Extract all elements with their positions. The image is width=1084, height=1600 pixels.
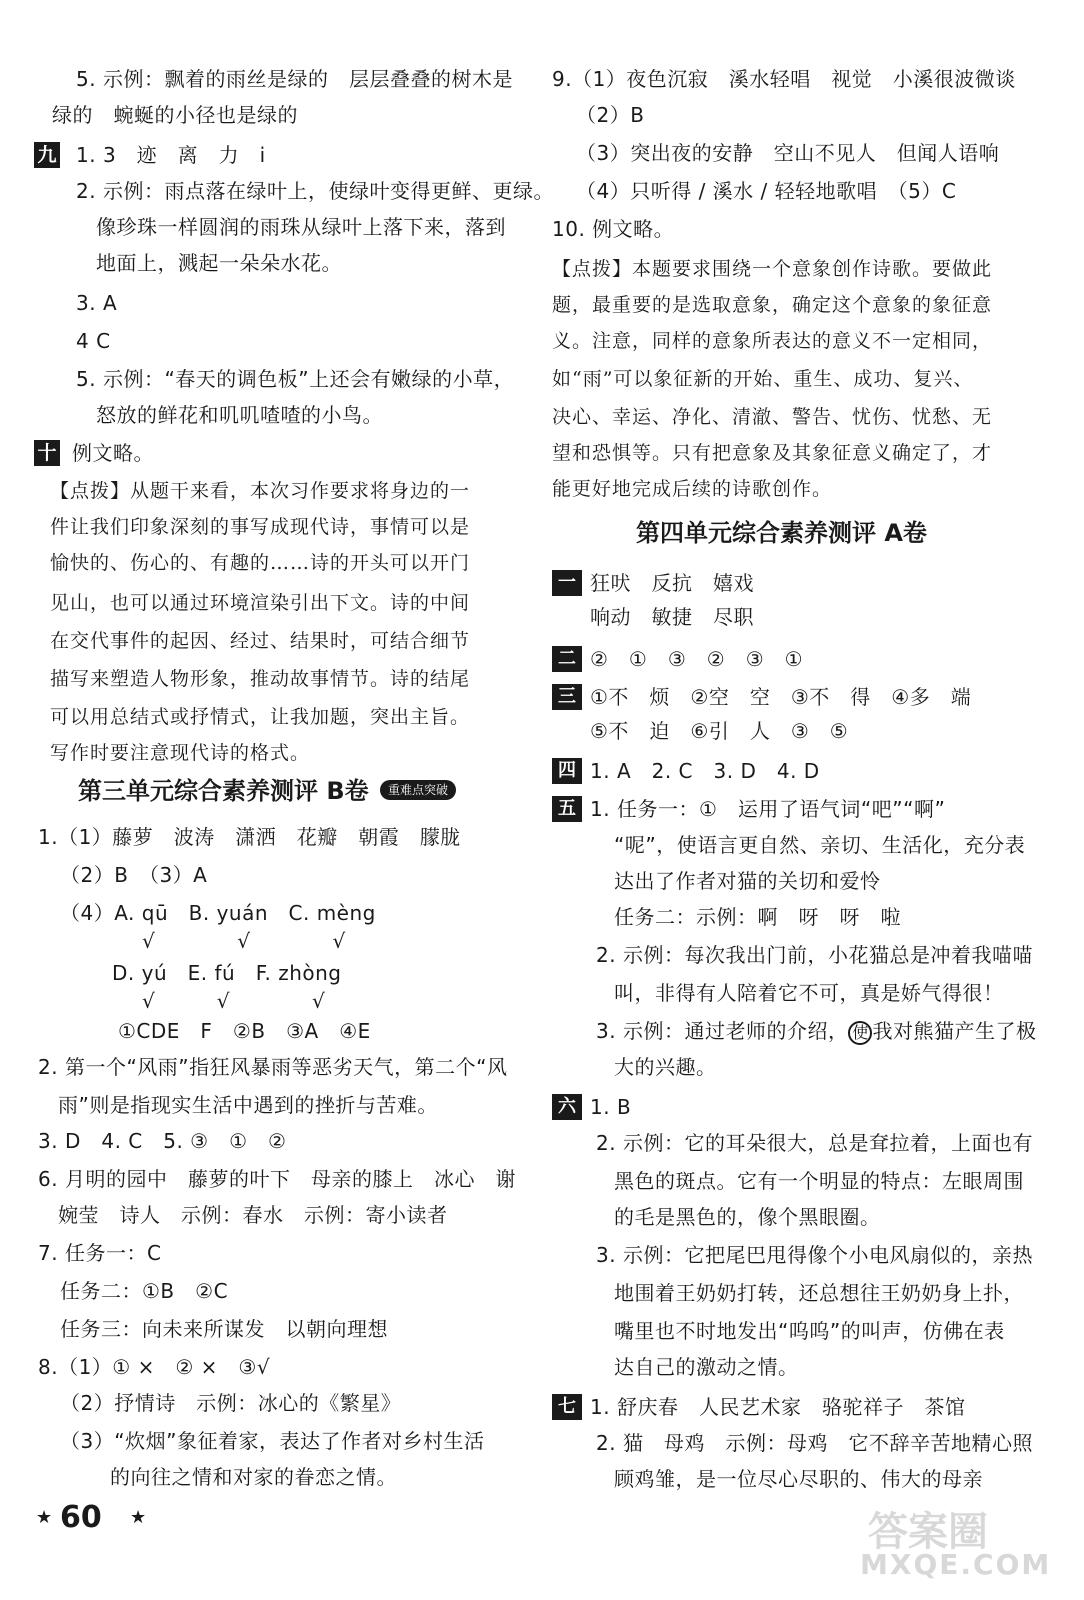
text-line: （4）A. qū B. yuán C. mèng — [60, 901, 376, 925]
text-line: 2. 示例：雨点落在绿叶上，使绿叶变得更鲜、更绿。 — [76, 179, 554, 203]
text-line: （3）“炊烟”象征着家，表达了作者对乡村生活 — [60, 1429, 485, 1453]
text-line: 3. A — [76, 291, 118, 315]
text-line: 雨”则是指现实生活中遇到的挫折与苦难。 — [58, 1093, 438, 1117]
hint-line: 描写来塑造人物形象，推动故事情节。诗的结尾 — [50, 668, 471, 690]
check-row: √ √ √ — [142, 989, 326, 1013]
text-line: 任务二：示例：啊 呀 呀 啦 — [614, 905, 901, 929]
text-line: 的毛是黑色的，像个黑眼圈。 — [614, 1205, 881, 1229]
text-line: 2. 示例：它的耳朵很大，总是耷拉着，上面也有 — [596, 1131, 1033, 1155]
section-badge-6: 六 — [552, 1094, 582, 1120]
text-line: 6. 月明的园中 藤萝的叶下 母亲的膝上 冰心 谢 — [38, 1167, 516, 1191]
text-line: 响动 敏捷 尽职 — [590, 605, 754, 629]
text-line: ①不 烦 ②空 空 ③不 得 ④多 端 — [590, 685, 972, 709]
text-line: 10. 例文略。 — [552, 217, 675, 241]
section-badge-1: 一 — [552, 570, 582, 596]
text-line: 绿的 蜿蜒的小径也是绿的 — [52, 103, 298, 127]
text-line: 1. 3 迹 离 力 i — [76, 143, 266, 167]
star-icon: ★ — [36, 1507, 53, 1528]
text-line: 达出了作者对猫的关切和爱怜 — [614, 869, 881, 893]
text-line: 的向往之情和对家的眷恋之情。 — [110, 1465, 397, 1489]
text-line: 黑色的斑点。它有一个明显的特点：左眼周围 — [614, 1169, 1024, 1193]
text-line: “呢”，使语言更自然、亲切、生活化，充分表 — [614, 833, 1026, 857]
text-line: 像珍珠一样圆润的雨珠从绿叶上落下来，落到 — [96, 215, 506, 239]
text-line: 2. 猫 母鸡 示例：母鸡 它不辞辛苦地精心照 — [596, 1431, 1033, 1455]
hint-line: 愉快的、伤心的、有趣的……诗的开头可以开门 — [50, 552, 471, 574]
page-number: 60 — [60, 1500, 102, 1535]
text-line: 7. 任务一：C — [38, 1241, 162, 1265]
text-line: 1. A 2. C 3. D 4. D — [590, 759, 820, 783]
text-line: ⑤不 迫 ⑥引 人 ③ ⑤ — [590, 719, 849, 743]
section-title: 第四单元综合素养测评 A卷 — [636, 519, 927, 547]
section-badge-3: 三 — [552, 684, 582, 710]
hint-line: 如“雨”可以象征新的开始、重生、成功、复兴、 — [552, 368, 974, 390]
text-line: 婉莹 诗人 示例：春水 示例：寄小读者 — [58, 1203, 448, 1227]
text-line: 3. 示例：它把尾巴甩得像个小电风扇似的，亲热 — [596, 1243, 1033, 1267]
text-line: 2. 第一个“风雨”指狂风暴雨等恶劣天气，第二个“风 — [38, 1055, 508, 1079]
watermark-url: MXQE.COM — [860, 1548, 1052, 1581]
text-line: 1. B — [590, 1095, 632, 1119]
watermark-logo: 答案圈 — [868, 1509, 988, 1555]
text-line: 顾鸡雏，是一位尽心尽职的、伟大的母亲 — [614, 1467, 983, 1491]
text-line: 4 C — [76, 329, 111, 353]
text-line: 1.（1）藤萝 波涛 潇洒 花瓣 朝霞 朦胧 — [38, 825, 461, 849]
text-line: 任务二：①B ②C — [60, 1279, 229, 1303]
text-line: 3. D 4. C 5. ③ ① ② — [38, 1129, 287, 1153]
hint-line: 在交代事件的起因、经过、结果时，可结合细节 — [50, 630, 471, 652]
text-line: （2）B — [576, 103, 645, 127]
text-line: （3）突出夜的安静 空山不见人 但闻人语响 — [576, 141, 1000, 165]
text-line: 5. 示例：飘着的雨丝是绿的 层层叠叠的树木是 — [76, 67, 513, 91]
hint-line: 见山，也可以通过环境渲染引出下文。诗的中间 — [50, 592, 471, 614]
text-line: D. yú E. fú F. zhòng — [112, 961, 342, 985]
check-row: √ √ √ — [142, 929, 346, 953]
text-line: 狂吠 反抗 嬉戏 — [590, 571, 754, 595]
text-line: 怒放的鲜花和叽叽喳喳的小鸟。 — [96, 403, 383, 427]
section-tag: 重难点突破 — [380, 780, 456, 800]
text-line: 5. 示例：“春天的调色板”上还会有嫩绿的小草， — [76, 367, 515, 391]
hint-line: 义。注意，同样的意象所表达的意义不一定相同， — [552, 330, 993, 352]
text-line: 2. 示例：每次我出门前，小花猫总是冲着我喵喵 — [596, 943, 1033, 967]
section-badge-10: 十 — [34, 440, 60, 466]
text-line: 大的兴趣。 — [614, 1055, 717, 1079]
hint-line: 可以用总结式或抒情式，让我加题，突出主旨。 — [50, 706, 471, 728]
hint-line: 题，最重要的是选取意象，确定这个意象的象征意 — [552, 294, 993, 316]
text-line: （4）只听得 / 溪水 / 轻轻地歌唱 （5）C — [576, 179, 957, 203]
text-line: ①CDE F ②B ③A ④E — [118, 1019, 371, 1043]
hint-line: 决心、幸运、净化、清澈、警告、忧伤、忧愁、无 — [552, 406, 993, 428]
text-line: 例文略。 — [72, 441, 154, 465]
text-line: ② ① ③ ② ③ ① — [590, 647, 804, 671]
hint-line: 【点拨】本题要求围绕一个意象创作诗歌。要做此 — [552, 258, 993, 280]
text-line: 地围着王奶奶打转，还总想往王奶奶身上扑， — [614, 1281, 1024, 1305]
hint-line: 件让我们印象深刻的事写成现代诗，事情可以是 — [50, 516, 471, 538]
circled-char: 使 — [848, 1021, 872, 1045]
star-icon: ★ — [130, 1507, 147, 1528]
hint-line: 写作时要注意现代诗的格式。 — [50, 742, 311, 764]
text-line: （2）B （3）A — [60, 863, 208, 887]
text-line: 8.（1）① × ② × ③√ — [38, 1355, 271, 1379]
text-line: 1. 任务一：① 运用了语气词“吧”“啊” — [590, 797, 946, 821]
section-title: 第三单元综合素养测评 B卷 — [78, 777, 369, 805]
section-badge-2: 二 — [552, 646, 582, 672]
section-badge-5: 五 — [552, 796, 582, 822]
hint-line: 能更好地完成后续的诗歌创作。 — [552, 478, 833, 500]
text-segment: 3. 示例：通过老师的介绍， — [596, 1019, 849, 1043]
text-line: 任务三：向未来所谋发 以朝向理想 — [60, 1317, 388, 1341]
text-line: 9.（1）夜色沉寂 溪水轻唱 视觉 小溪很波微谈 — [552, 67, 1016, 91]
hint-line: 望和恐惧等。只有把意象及其象征意义确定了，才 — [552, 442, 993, 464]
text-line: 达自己的激动之情。 — [614, 1355, 799, 1379]
section-badge-4: 四 — [552, 758, 582, 784]
text-line: 嘴里也不时地发出“呜呜”的叫声，仿佛在表 — [614, 1319, 1005, 1343]
section-badge-7: 七 — [552, 1394, 582, 1420]
hint-line: 【点拨】从题干来看，本次习作要求将身边的一 — [50, 480, 471, 502]
text-segment: 我对熊猫产生了极 — [872, 1019, 1037, 1043]
text-line: 地面上，溅起一朵朵水花。 — [96, 251, 342, 275]
text-line: 1. 舒庆春 人民艺术家 骆驼祥子 茶馆 — [590, 1395, 966, 1419]
text-line: （2）抒情诗 示例：冰心的《繁星》 — [60, 1391, 402, 1415]
text-line — [596, 1018, 1036, 1045]
text-line: 叫，非得有人陪着它不可，真是娇气得很！ — [614, 981, 1004, 1005]
section-badge-9: 九 — [34, 142, 60, 168]
